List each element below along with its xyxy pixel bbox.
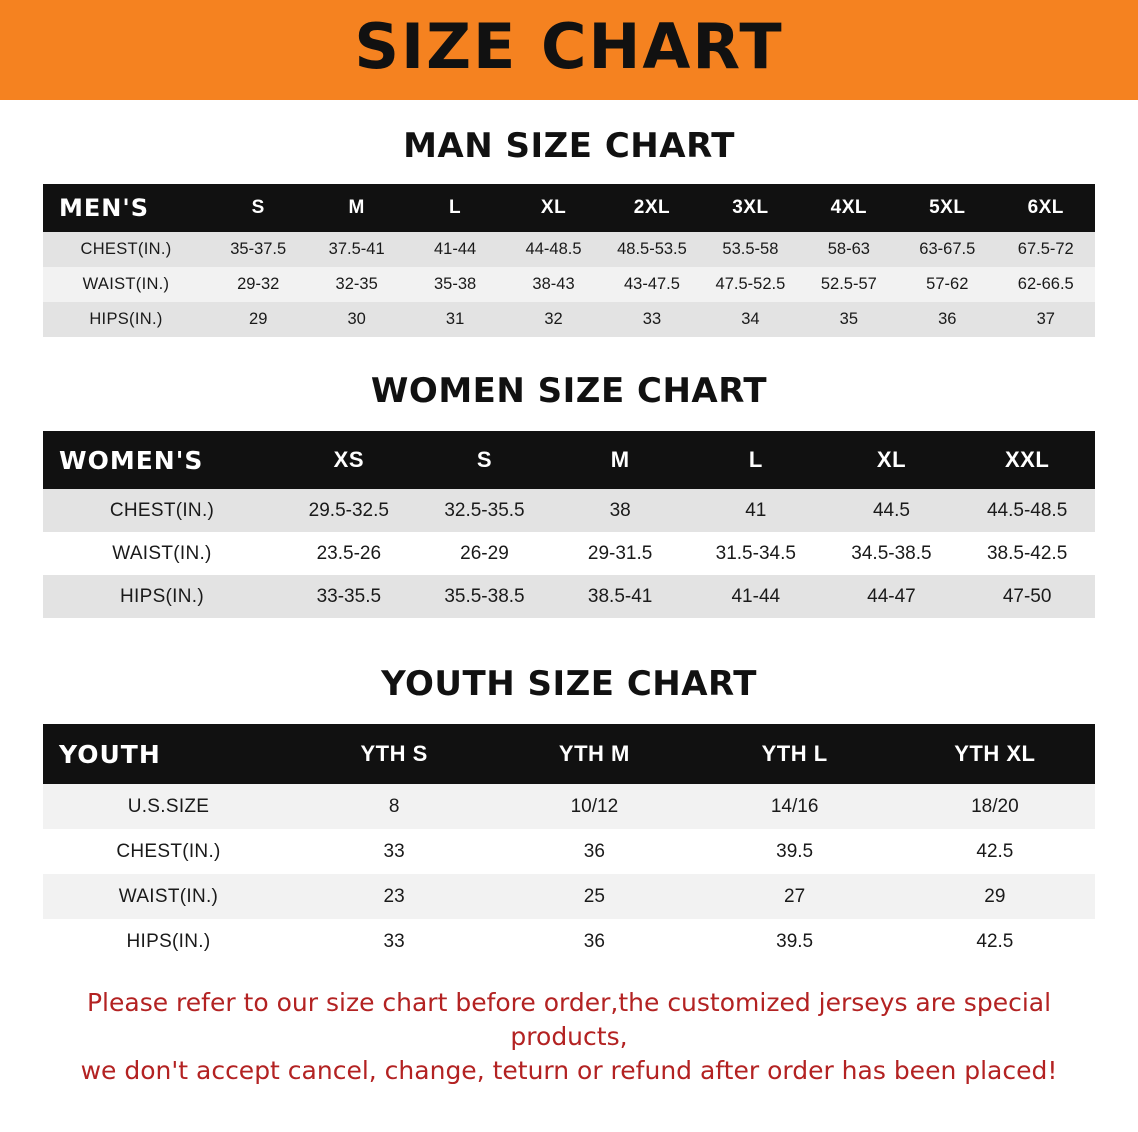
women-chest-l: 41 xyxy=(688,489,824,532)
men-chest-l: 41-44 xyxy=(406,232,504,267)
men-header-6xl: 6XL xyxy=(997,184,1096,232)
men-hips-s: 29 xyxy=(209,302,307,337)
men-row-label-waist: WAIST(IN.) xyxy=(43,267,209,302)
table-row xyxy=(43,784,1095,829)
women-hips-xl: 44-47 xyxy=(824,575,960,618)
men-waist-l: 35-38 xyxy=(406,267,504,302)
youth-header-l: YTH L xyxy=(695,724,895,784)
women-section-title: WOMEN SIZE CHART xyxy=(370,371,768,411)
women-row-label-chest: CHEST(IN.) xyxy=(43,489,281,532)
men-header-5xl: 5XL xyxy=(898,184,996,232)
table-row xyxy=(43,302,1095,337)
men-header-l: L xyxy=(406,184,504,232)
men-chest-3xl: 53.5-58 xyxy=(701,232,799,267)
youth-waist-xl: 29 xyxy=(895,874,1095,919)
men-chest-6xl: 67.5-72 xyxy=(997,232,1096,267)
women-row-label-waist: WAIST(IN.) xyxy=(43,532,281,575)
disclaimer-line-2: we don't accept cancel, change, teturn or refund after order has been placed! xyxy=(80,1055,1058,1085)
youth-waist-l: 27 xyxy=(695,874,895,919)
men-waist-xl: 38-43 xyxy=(504,267,602,302)
women-chest-m: 38 xyxy=(552,489,688,532)
men-row-label-hips: HIPS(IN.) xyxy=(43,302,209,337)
youth-row-label-hips: HIPS(IN.) xyxy=(43,919,294,964)
table-row xyxy=(43,829,1095,874)
youth-header-xl: YTH XL xyxy=(895,724,1095,784)
women-chest-xxl: 44.5-48.5 xyxy=(959,489,1095,532)
men-hips-5xl: 36 xyxy=(898,302,996,337)
man-section-title: MAN SIZE CHART xyxy=(403,126,735,166)
youth-header-label: YOUTH xyxy=(43,724,294,784)
women-hips-l: 41-44 xyxy=(688,575,824,618)
youth-waist-m: 25 xyxy=(494,874,694,919)
table-row xyxy=(43,489,1095,532)
men-chest-xl: 44-48.5 xyxy=(504,232,602,267)
women-waist-xl: 34.5-38.5 xyxy=(824,532,960,575)
men-waist-3xl: 47.5-52.5 xyxy=(701,267,799,302)
women-waist-xxl: 38.5-42.5 xyxy=(959,532,1095,575)
youth-chest-xl: 42.5 xyxy=(895,829,1095,874)
women-hips-s: 35.5-38.5 xyxy=(417,575,553,618)
women-waist-s: 26-29 xyxy=(417,532,553,575)
men-hips-m: 30 xyxy=(307,302,405,337)
table-header-row xyxy=(43,184,1095,232)
youth-ussize-xl: 18/20 xyxy=(895,784,1095,829)
youth-chest-m: 36 xyxy=(494,829,694,874)
disclaimer-line-1: Please refer to our size chart before order,the customized jerseys are special products, xyxy=(86,988,1052,1051)
youth-row-label-ussize: U.S.SIZE xyxy=(43,784,294,829)
banner-title: SIZE CHART xyxy=(354,10,784,83)
men-waist-4xl: 52.5-57 xyxy=(800,267,898,302)
women-waist-m: 29-31.5 xyxy=(552,532,688,575)
women-hips-m: 38.5-41 xyxy=(552,575,688,618)
men-waist-s: 29-32 xyxy=(209,267,307,302)
women-header-xs: XS xyxy=(281,431,417,489)
men-hips-l: 31 xyxy=(406,302,504,337)
women-chest-xl: 44.5 xyxy=(824,489,960,532)
youth-ussize-m: 10/12 xyxy=(494,784,694,829)
women-waist-l: 31.5-34.5 xyxy=(688,532,824,575)
table-row xyxy=(43,232,1095,267)
youth-hips-xl: 42.5 xyxy=(895,919,1095,964)
youth-row-label-waist: WAIST(IN.) xyxy=(43,874,294,919)
men-header-3xl: 3XL xyxy=(701,184,799,232)
table-header-row xyxy=(43,431,1095,489)
men-header-s: S xyxy=(209,184,307,232)
women-waist-xs: 23.5-26 xyxy=(281,532,417,575)
youth-section-title: YOUTH SIZE CHART xyxy=(381,664,757,704)
youth-hips-l: 39.5 xyxy=(695,919,895,964)
men-waist-m: 32-35 xyxy=(307,267,405,302)
men-waist-6xl: 62-66.5 xyxy=(997,267,1096,302)
men-hips-3xl: 34 xyxy=(701,302,799,337)
women-chest-xs: 29.5-32.5 xyxy=(281,489,417,532)
men-chest-2xl: 48.5-53.5 xyxy=(603,232,701,267)
youth-hips-s: 33 xyxy=(294,919,494,964)
table-row xyxy=(43,874,1095,919)
men-hips-2xl: 33 xyxy=(603,302,701,337)
table-header-row xyxy=(43,724,1095,784)
women-header-xxl: XXL xyxy=(959,431,1095,489)
youth-row-label-chest: CHEST(IN.) xyxy=(43,829,294,874)
table-row xyxy=(43,919,1095,964)
men-hips-xl: 32 xyxy=(504,302,602,337)
women-row-label-hips: HIPS(IN.) xyxy=(43,575,281,618)
men-header-2xl: 2XL xyxy=(603,184,701,232)
men-chest-s: 35-37.5 xyxy=(209,232,307,267)
youth-header-m: YTH M xyxy=(494,724,694,784)
men-hips-4xl: 35 xyxy=(800,302,898,337)
men-header-xl: XL xyxy=(504,184,602,232)
youth-header-s: YTH S xyxy=(294,724,494,784)
men-waist-5xl: 57-62 xyxy=(898,267,996,302)
table-row xyxy=(43,267,1095,302)
men-size-table xyxy=(43,184,1095,337)
youth-chest-s: 33 xyxy=(294,829,494,874)
youth-ussize-l: 14/16 xyxy=(695,784,895,829)
women-header-xl: XL xyxy=(824,431,960,489)
table-row xyxy=(43,532,1095,575)
men-waist-2xl: 43-47.5 xyxy=(603,267,701,302)
banner xyxy=(0,0,1138,100)
women-size-table xyxy=(43,431,1095,618)
table-row xyxy=(43,575,1095,618)
women-hips-xs: 33-35.5 xyxy=(281,575,417,618)
men-chest-4xl: 58-63 xyxy=(800,232,898,267)
youth-hips-m: 36 xyxy=(494,919,694,964)
women-header-m: M xyxy=(552,431,688,489)
men-hips-6xl: 37 xyxy=(997,302,1096,337)
women-header-s: S xyxy=(417,431,553,489)
women-hips-xxl: 47-50 xyxy=(959,575,1095,618)
women-header-l: L xyxy=(688,431,824,489)
men-row-label-chest: CHEST(IN.) xyxy=(43,232,209,267)
disclaimer-note xyxy=(59,986,1079,1087)
youth-ussize-s: 8 xyxy=(294,784,494,829)
women-chest-s: 32.5-35.5 xyxy=(417,489,553,532)
women-header-label: WOMEN'S xyxy=(43,431,281,489)
youth-size-table xyxy=(43,724,1095,964)
men-header-4xl: 4XL xyxy=(800,184,898,232)
youth-chest-l: 39.5 xyxy=(695,829,895,874)
men-header-m: M xyxy=(307,184,405,232)
men-chest-5xl: 63-67.5 xyxy=(898,232,996,267)
men-chest-m: 37.5-41 xyxy=(307,232,405,267)
youth-waist-s: 23 xyxy=(294,874,494,919)
men-header-label: MEN'S xyxy=(43,184,209,232)
